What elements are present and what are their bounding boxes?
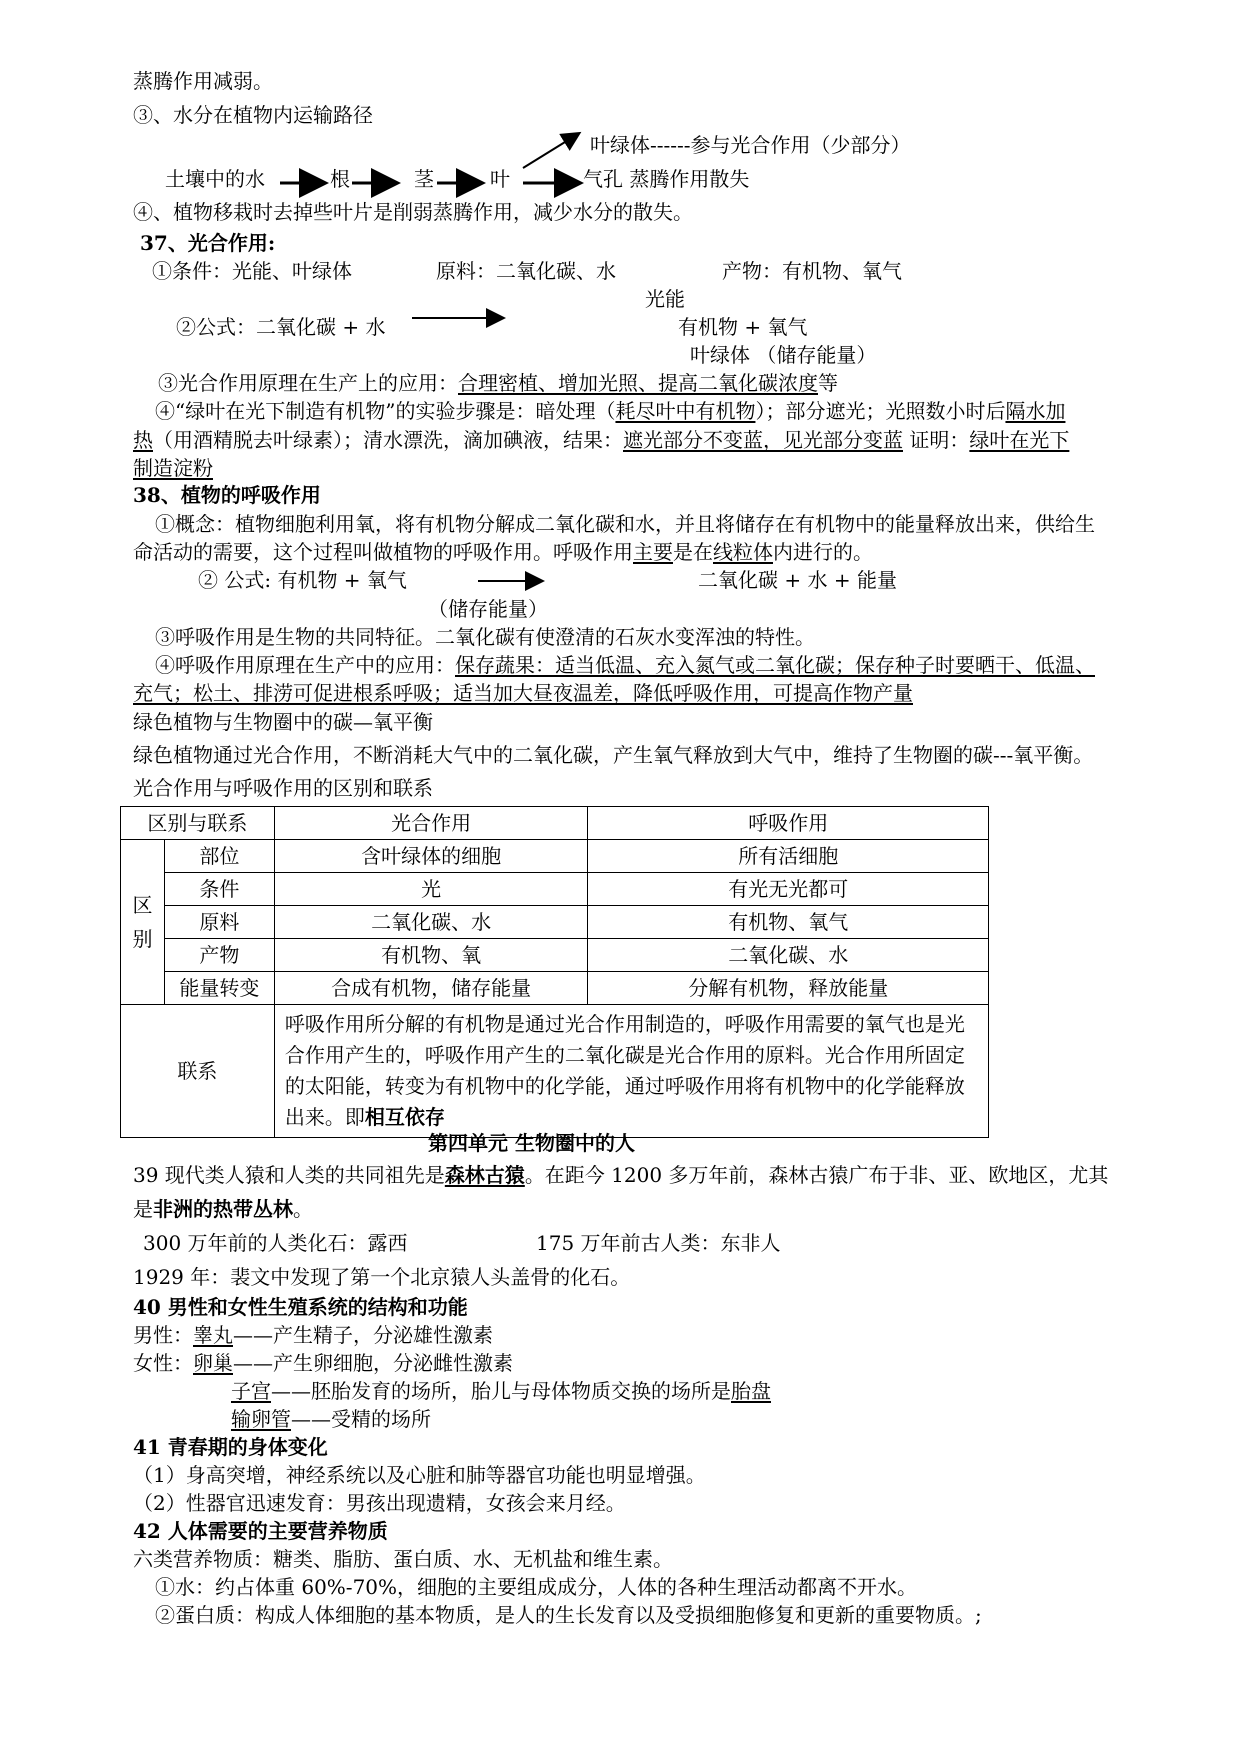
formula-bottom: 叶绿体 （储存能量） [690, 343, 877, 367]
table-cell: 条件 [164, 873, 274, 906]
table-row [121, 939, 989, 972]
respiration-application-1: ④呼吸作用原理在生产中的应用：保存蔬果：适当低温、充入氮气或二氧化碳；保存种子时要晒干、低温、 [155, 653, 1095, 677]
table-cell: 原料 [164, 906, 274, 939]
heading-40: 40 男性和女性生殖系统的结构和功能 [133, 1295, 468, 1319]
nutrient-overview: 六类营养物质：糖类、脂肪、蛋白质、水、无机盐和维生素。 [133, 1547, 673, 1571]
table-cell: 有机物、氧气 [588, 906, 989, 939]
heading-38: 38、植物的呼吸作用 [133, 483, 321, 507]
table-row [121, 840, 989, 873]
arrow-leaf-chloroplast [523, 134, 578, 168]
formula-right: 有机物 + 氧气 [678, 315, 808, 339]
table-cell: 所有活细胞 [588, 840, 989, 873]
text-line: ④、植物移栽时去掉些叶片是削弱蒸腾作用，减少水分的散失。 [133, 200, 693, 224]
nutrient-water: ①水：约占体重 60%-70%，细胞的主要组成成分，人体的各种生理活动都离不开水。 [155, 1575, 918, 1599]
table-row [121, 906, 989, 939]
table-header-cell: 区别与联系 [121, 807, 275, 840]
link-label: 联系 [121, 1005, 275, 1138]
respiration-concept-1: ①概念：植物细胞利用氧，将有机物分解成二氧化碳和水，并且将储存在有机物中的能量释放出来，供给生 [155, 512, 1095, 536]
puberty-2: （2）性器官迅速发育：男孩出现遗精，女孩会来月经。 [133, 1491, 626, 1515]
oviduct-line: 输卵管——受精的场所 [231, 1407, 431, 1431]
table-row [121, 972, 989, 1005]
male-line: 男性：睾丸——产生精子，分泌雄性激素 [133, 1323, 493, 1347]
ancestor-line-2: 是非洲的热带丛林。 [133, 1197, 313, 1221]
flow-stem: 茎 [414, 167, 434, 191]
photosynthesis-product: 产物：有机物、氧气 [722, 259, 902, 283]
flow-leaf: 叶 [490, 167, 510, 191]
text-line: ③、水分在植物内运输路径 [133, 103, 373, 127]
carbon-oxygen-title: 绿色植物与生物圈中的碳—氧平衡 [133, 710, 433, 734]
experiment-line-3: 制造淀粉 [133, 456, 213, 480]
experiment-line-2: 热（用酒精脱去叶绿素）；清水漂洗，滴加碘液，结果：遮光部分不变蓝，见光部分变蓝 证明：绿叶在光下 [133, 428, 1070, 452]
respiration-formula-bottom: （储存能量） [428, 597, 548, 621]
flow-upper-branch: 叶绿体------参与光合作用（少部分） [590, 133, 911, 157]
table-cell: 有光无光都可 [588, 873, 989, 906]
fossil-lucy: 300 万年前的人类化石：露西 [143, 1231, 408, 1255]
table-header-row [121, 807, 989, 840]
link-text: 呼吸作用所分解的有机物是通过光合作用制造的，呼吸作用需要的氧气也是光合作用产生的，呼吸作用产生的二氧化碳是光合作用的原料。光合作用所固定的太阳能，转变为有机物中的化学能，通过呼吸作用将有机物中的化学能释放出来。即相互依存 [274, 1005, 988, 1138]
table-cell: 部位 [164, 840, 274, 873]
table-cell: 合成有机物，储存能量 [274, 972, 588, 1005]
uterus-line: 子宫——胚胎发育的场所，胎儿与母体物质交换的场所是胎盘 [231, 1379, 771, 1403]
table-cell: 有机物、氧 [274, 939, 588, 972]
table-header-cell: 呼吸作用 [588, 807, 989, 840]
puberty-1: （1）身高突增，神经系统以及心脏和肺等器官功能也明显增强。 [133, 1463, 706, 1487]
text-line: 蒸腾作用减弱。 [133, 69, 273, 93]
nutrient-protein: ②蛋白质：构成人体细胞的基本物质，是人的生长发育以及受损细胞修复和更新的重要物质。; [155, 1603, 982, 1627]
female-line: 女性：卵巢——产生卵细胞，分泌雌性激素 [133, 1351, 513, 1375]
table-cell: 产物 [164, 939, 274, 972]
table-cell: 能量转变 [164, 972, 274, 1005]
application-line: ③光合作用原理在生产上的应用：合理密植、增加光照、提高二氧化碳浓度等 [158, 371, 838, 395]
table-cell: 二氧化碳、水 [274, 906, 588, 939]
table-row [121, 873, 989, 906]
respiration-feature: ③呼吸作用是生物的共同特征。二氧化碳有使澄清的石灰水变浑浊的特性。 [155, 625, 815, 649]
fossil-east-africa: 175 万年前古人类：东非人 [536, 1231, 781, 1255]
respiration-formula-left: ② 公式: 有机物 + 氧气 [198, 568, 407, 592]
respiration-formula-right: 二氧化碳 + 水 + 能量 [698, 568, 897, 592]
table-cell: 光 [274, 873, 588, 906]
experiment-line-1: ④“绿叶在光下制造有机物”的实验步骤是：暗处理（耗尽叶中有机物）；部分遮光；光照数小时后隔水加 [155, 399, 1066, 423]
difference-title: 光合作用与呼吸作用的区别和联系 [133, 776, 433, 800]
carbon-oxygen-text: 绿色植物通过光合作用，不断消耗大气中的二氧化碳，产生氧气释放到大气中，维持了生物圈的碳---氧平衡。 [133, 743, 1094, 767]
unit-title: 第四单元 生物圈中的人 [428, 1131, 635, 1155]
table-cell: 分解有机物，释放能量 [588, 972, 989, 1005]
flow-soil-water: 土壤中的水 [165, 167, 265, 191]
flow-root: 根 [330, 167, 350, 191]
heading-42: 42 人体需要的主要营养物质 [133, 1519, 388, 1543]
respiration-concept-2: 命活动的需要，这个过程叫做植物的呼吸作用。呼吸作用主要是在线粒体内进行的。 [133, 540, 873, 564]
table-link-row [121, 1005, 989, 1138]
table-cell: 含叶绿体的细胞 [274, 840, 588, 873]
peking-man-line: 1929 年：裴文中发现了第一个北京猿人头盖骨的化石。 [133, 1265, 631, 1289]
comparison-table [120, 806, 989, 1138]
heading-37: 37、光合作用: [140, 231, 276, 255]
ancestor-line-1: 39 现代类人猿和人类的共同祖先是森林古猿。在距今 1200 多万年前，森林古猿广布于非、亚、欧地区，尤其 [133, 1163, 1109, 1187]
difference-label: 区 别 [121, 840, 165, 1005]
table-cell: 二氧化碳、水 [588, 939, 989, 972]
photosynthesis-condition: ①条件：光能、叶绿体 [152, 259, 352, 283]
photosynthesis-raw: 原料：二氧化碳、水 [436, 259, 616, 283]
heading-41: 41 青春期的身体变化 [133, 1435, 328, 1459]
formula-light: 光能 [645, 287, 685, 311]
flow-lower-branch: 气孔 蒸腾作用散失 [583, 167, 750, 191]
formula-left: ②公式：二氧化碳 + 水 [176, 315, 386, 339]
table-header-cell: 光合作用 [274, 807, 588, 840]
respiration-application-2: 充气；松土、排涝可促进根系呼吸；适当加大昼夜温差，降低呼吸作用，可提高作物产量 [133, 681, 913, 705]
